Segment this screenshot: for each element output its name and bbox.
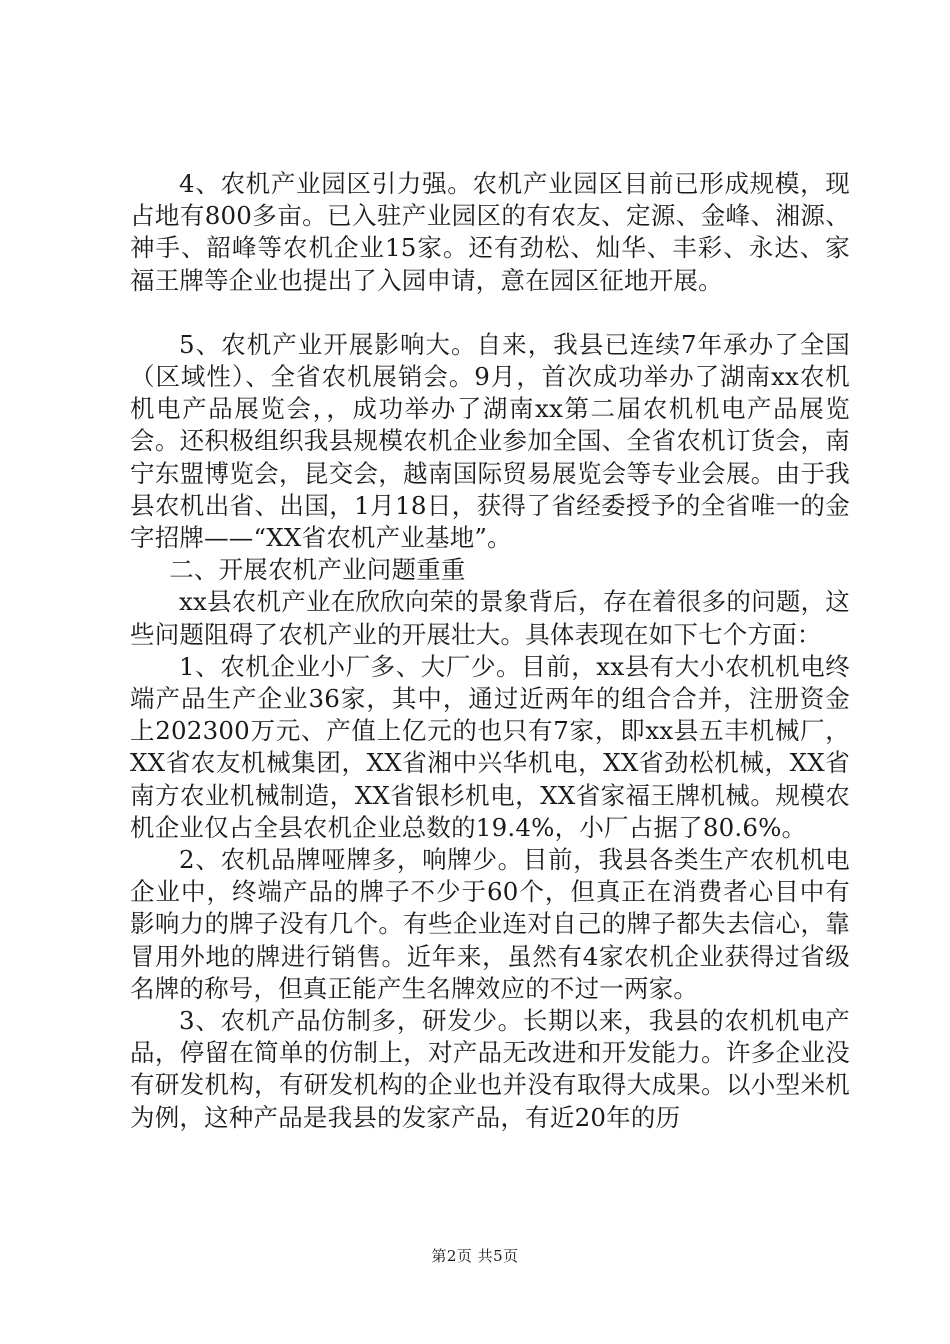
paragraph-problem-2: 2、农机品牌哑牌多，响牌少。目前，我县各类生产农机机电企业中，终端产品的牌子不少于60个，但真正在消费者心目中有影响力的牌子没有几个。有些企业连对自己的牌子都失去信心，靠冒用外地的牌进行销售。近年来，虽然有4家农机企业获得过省级名牌的称号，但真正能产生名牌效应的不过一两家。 bbox=[130, 845, 850, 1003]
paragraph-item-5: 5、农机产业开展影响大。自来，我县已连续7年承办了全国（区域性）、全省农机展销会。9月，首次成功举办了湖南xx农机机电产品展览会，，成功举办了湖南xx第二届农机机电产品展览会。还积极组织我县规模农机企业参加全国、全省农机订货会，南宁东盟博览会，昆交会，越南国际贸易展览会等专业会展。由于我县农机出省、出国，1月18日，获得了省经委授予的全省唯一的金字招牌——“XX省农机产业基地”。 bbox=[130, 329, 850, 553]
paragraph-problem-1: 1、农机企业小厂多、大厂少。目前，xx县有大小农机机电终端产品生产企业36家，其中，通过近两年的组合合并，注册资金上202300万元、产值上亿元的也只有7家，即xx县五丰机械厂，XX省农友机械集团，XX省湘中兴华机电，XX省劲松机械，XX省南方农业机械制造，XX省银杉机电，XX省家福王牌机械。规模农机企业仅占全县农机企业总数的19.4%，小厂占据了80.6%。 bbox=[130, 651, 850, 842]
document-body bbox=[130, 168, 850, 1134]
page-number-footer: 第2页 共5页 bbox=[431, 1247, 519, 1265]
paragraph-section-intro: xx县农机产业在欣欣向荣的景象背后，存在着很多的问题，这些问题阻碍了农机产业的开展壮大。具体表现在如下七个方面： bbox=[130, 587, 850, 649]
paragraph-item-4: 4、农机产业园区引力强。农机产业园区目前已形成规模，现占地有800多亩。已入驻产业园区的有农友、定源、金峰、湘源、神手、韶峰等农机企业15家。还有劲松、灿华、丰彩、永达、家福王牌等企业也提出了入园申请，意在园区征地开展。 bbox=[130, 169, 850, 295]
paragraph-problem-3: 3、农机产品仿制多，研发少。长期以来，我县的农机机电产品，停留在简单的仿制上，对产品无改进和开发能力。许多企业没有研发机构，有研发机构的企业也并没有取得大成果。以小型米机为例，这种产品是我县的发家产品，有近20年的历 bbox=[130, 1006, 850, 1132]
section-heading: 二、开展农机产业问题重重 bbox=[169, 555, 466, 585]
